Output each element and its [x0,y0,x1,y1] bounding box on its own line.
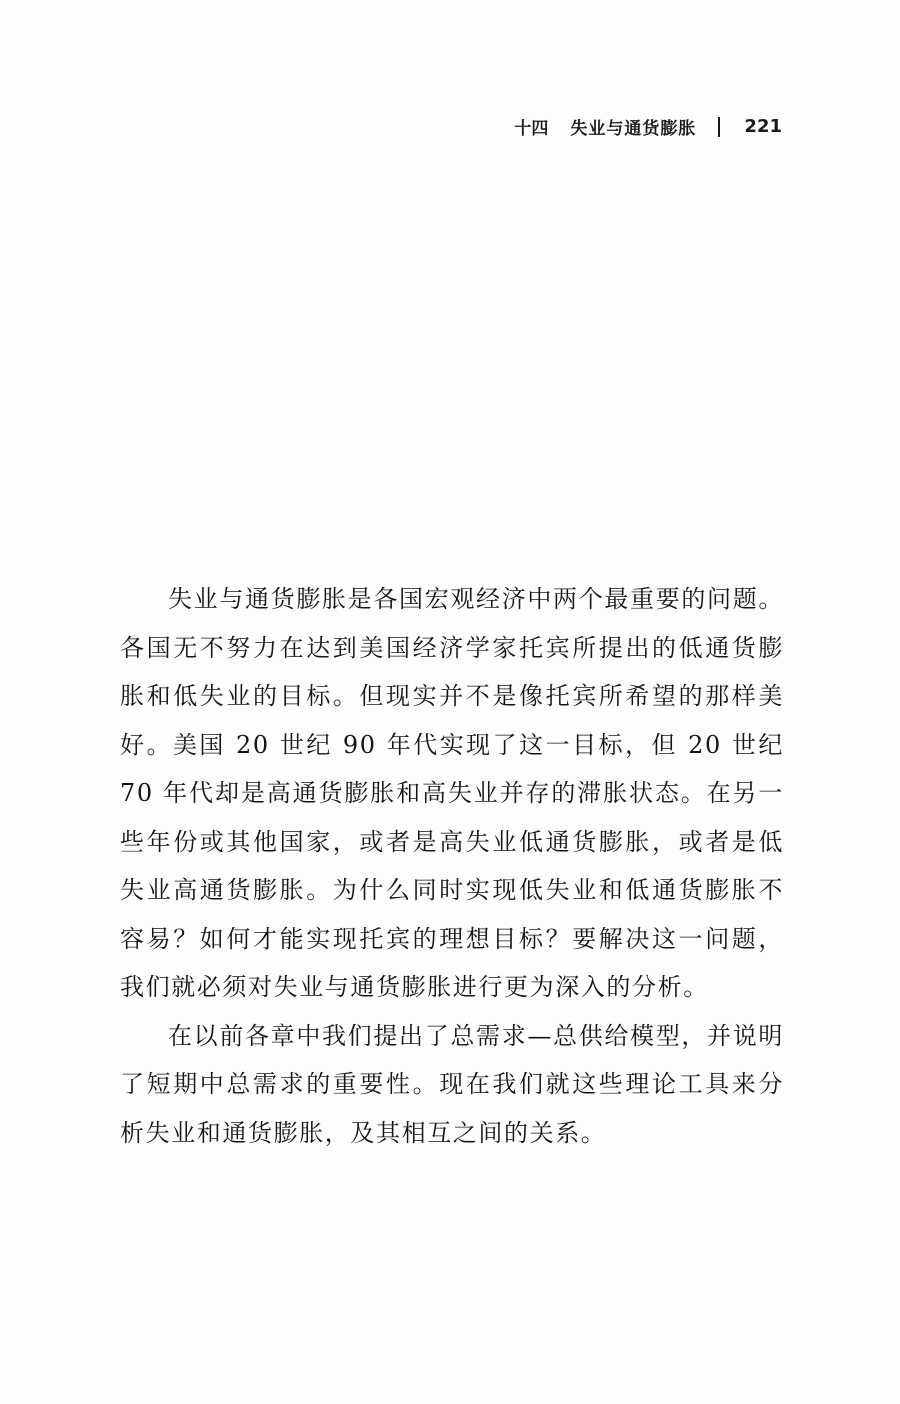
paragraph-2: 在以前各章中我们提出了总需求—总供给模型，并说明了短期中总需求的重要性。现在我们就这些理论工具来分析失业和通货膨胀，及其相互之间的关系。 [120,1021,784,1147]
header-divider [718,117,720,137]
body-text [120,575,784,1157]
chapter-number: 十四 [514,119,549,139]
paragraph-1: 失业与通货膨胀是各国宏观经济中两个最重要的问题。各国无不努力在达到美国经济学家托宾所提出的低通货膨胀和低失业的目标。但现实并不是像托宾所希望的那样美好。美国 20 世纪 90 年代实现了这一目标，但 20 世纪 70 年代却是高通货膨胀和高失业并存的滞胀状态。在另一些年份或其他国家，或者是高失业低通货膨胀，或者是低失业高通货膨胀。为什么同时实现低失业和低通货膨胀不容易？如何才能实现托宾的理想目标？要解决这一问题，我们就必须对失业与通货膨胀进行更为深入的分析。 [120,585,784,1001]
page-number: 221 [744,116,782,137]
running-header [514,114,782,139]
chapter-title: 失业与通货膨胀 [570,119,697,139]
